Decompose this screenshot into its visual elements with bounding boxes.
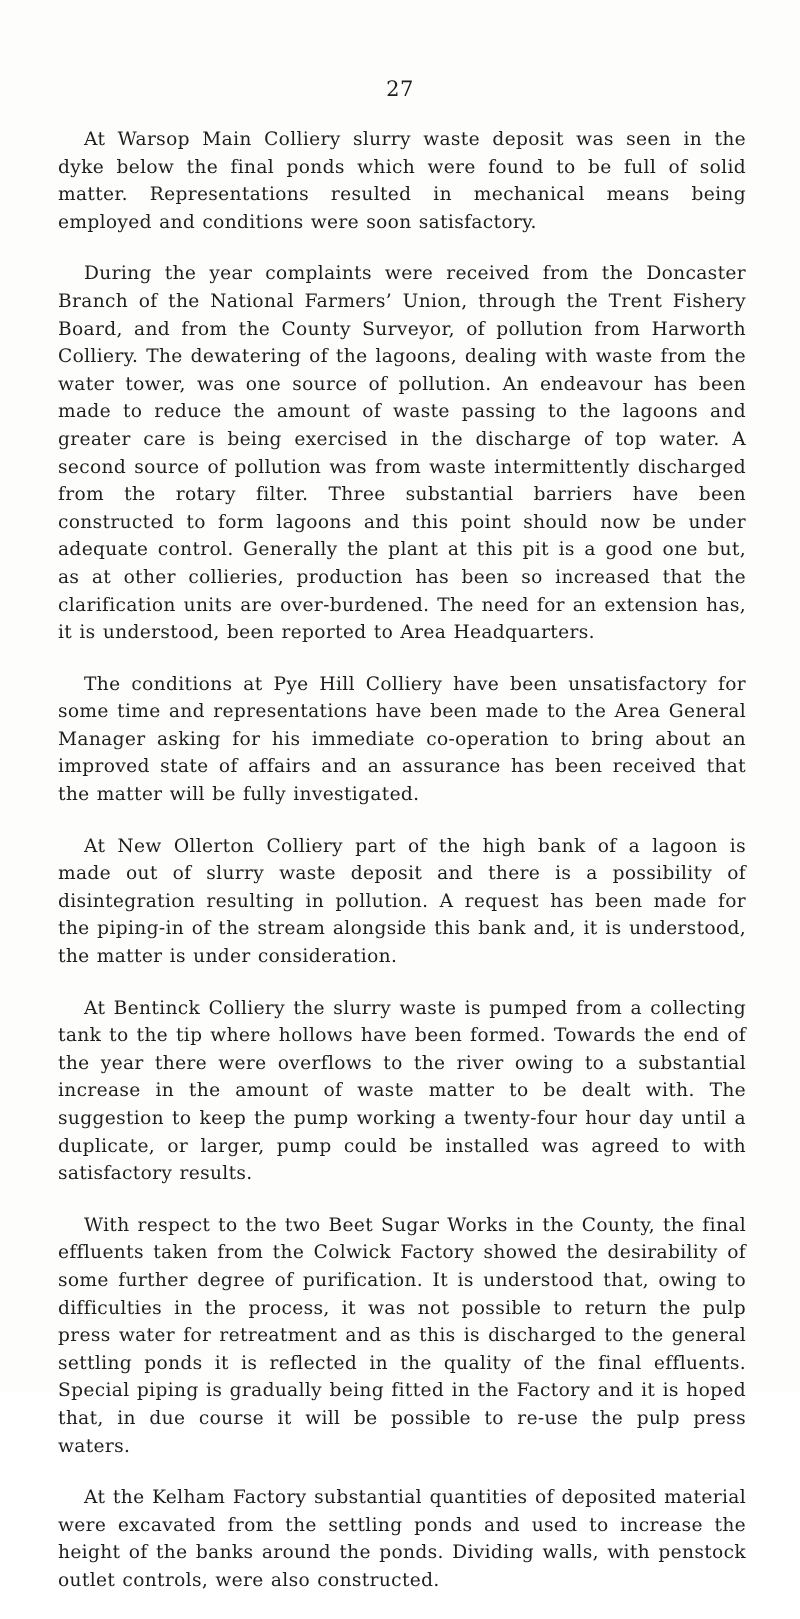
- page-number: 27: [386, 77, 414, 101]
- paragraph-beet-sugar-colwick: With respect to the two Beet Sugar Works in the County, the final effluents taken from the Colwick Factory showed the desirability of some further degree of purification. It is understood that, owing to difficulties in the process, it was not possible to return the pulp press water for retreatment and as this is discharged to the general settling ponds it is reflected in the quality of the final effluents. Special piping is gradually being fitted in the Factory and it is hoped that, in due course it will be possible to re-use the pulp press waters.: [58, 1214, 746, 1457]
- paragraph-pye-hill: The conditions at Pye Hill Colliery have been unsatisfactory for some time and representations have been made to the Area General Manager asking for his immediate co-operation to bring about an improved state of affairs and an assurance has been received that the matter will be fully investigated.: [58, 673, 746, 806]
- paragraph-bentinck: At Bentinck Colliery the slurry waste is pumped from a collecting tank to the tip where hollows have been formed. Towards the end of the year there were overflows to the river owing to a substantial increase in the amount of waste matter to be dealt with. The suggestion to keep the pump working a twenty-four hour day until a duplicate, or larger, pump could be installed was agreed to with satisfactory results.: [58, 997, 746, 1185]
- paragraph-new-ollerton: At New Ollerton Colliery part of the high bank of a lagoon is made out of slurry waste deposit and there is a possibility of disintegration resulting in pollution. A request has been made for the piping-in of the stream alongside this bank and, it is understood, the matter is under consideration.: [58, 835, 746, 968]
- paragraph-harworth: During the year complaints were received from the Doncaster Branch of the National Farmers’ Union, through the Trent Fishery Board, and from the County Surveyor, of pollution from Harworth Colliery. The dewatering of the lagoons, dealing with waste from the water tower, was one source of pollution. An endeavour has been made to reduce the amount of waste passing to the lagoons and greater care is being exercised in the discharge of top water. A second source of pollution was from waste intermittently discharged from the rotary filter. Three substantial barriers have been constructed to form lagoons and this point should now be under adequate control. Generally the plant at this pit is a good one but, as at other collieries, production has been so increased that the clarification units are over-burdened. The need for an extension has, it is understood, been reported to Area Headquarters.: [58, 263, 746, 644]
- body-text: [58, 126, 746, 1619]
- paragraph-kelham: At the Kelham Factory substantial quantities of deposited material were excavated from the settling ponds and used to increase the height of the banks around the ponds. Dividing walls, with penstock outlet controls, were also constructed.: [58, 1487, 746, 1591]
- paragraph-warsop-main: At Warsop Main Colliery slurry waste deposit was seen in the dyke below the final ponds which were found to be full of solid matter. Representations resulted in mechanical means being employed and conditions were soon satisfactory.: [58, 129, 746, 233]
